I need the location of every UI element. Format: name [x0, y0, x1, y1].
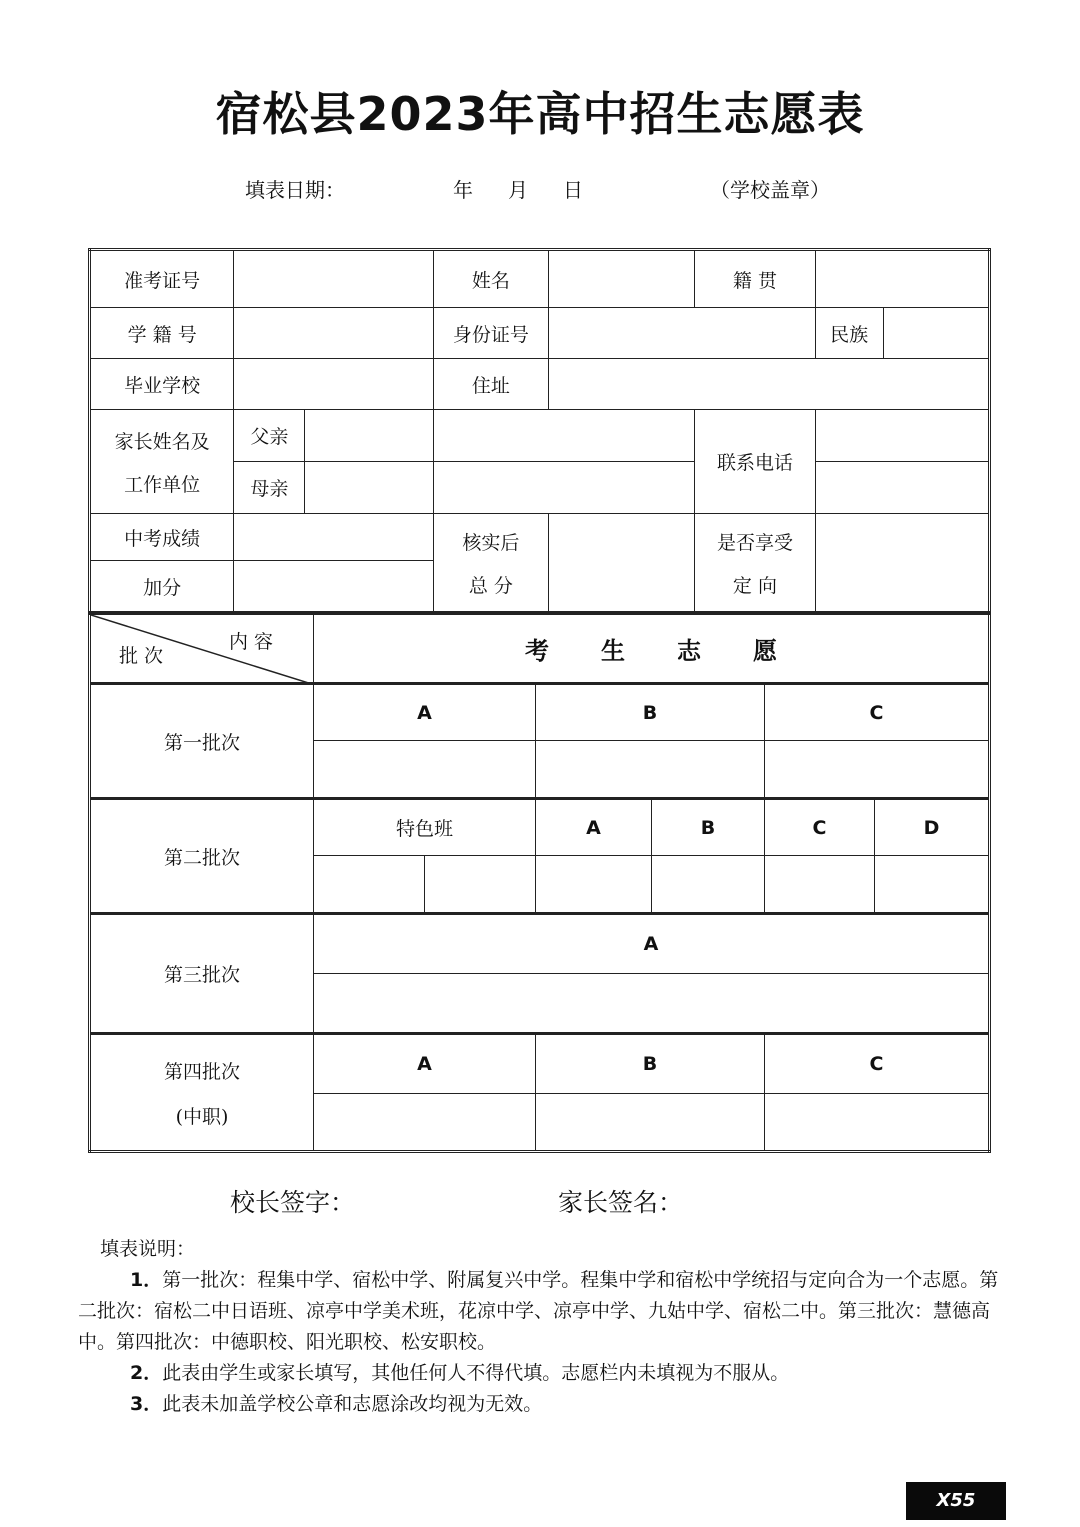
batch2-choice-a-field[interactable]	[536, 856, 652, 914]
name-field[interactable]	[549, 250, 695, 308]
batch-content-corner	[90, 614, 314, 684]
batch1-choice-a-label: A	[314, 684, 536, 741]
batch2-choice-d-field[interactable]	[875, 856, 990, 914]
batch2-choice-b-field[interactable]	[652, 856, 765, 914]
corner-content-label: 内 容	[229, 631, 274, 653]
batch4-label	[90, 1034, 314, 1152]
date-label: 填表日期：	[245, 178, 345, 202]
instruction-1-text: 第一批次：程集中学、宿松中学、附属复兴中学。程集中学和宿松中学统招与定向合为一个志愿。第二批次：宿松二中日语班、凉亭中学美术班，花凉中学、凉亭中学、九姑中学、宿松二中。第三批次：慧德高中。第四批次：中德职校、阳光职校、松安职校。	[78, 1269, 999, 1353]
watermark-logo: X55	[906, 1482, 1006, 1520]
batch2-choice-b-label: B	[652, 799, 765, 856]
directed-line2: 定 向	[732, 574, 777, 597]
address-label: 住址	[433, 359, 548, 410]
batch1-choice-a-field[interactable]	[314, 741, 536, 799]
date-day: 日	[563, 178, 583, 202]
mother-name-field[interactable]	[305, 462, 433, 514]
verified-total-line1: 核实后	[462, 531, 520, 554]
batch4-choice-a-label: A	[314, 1034, 536, 1094]
exam-score-field[interactable]	[234, 514, 433, 561]
wishes-table	[88, 612, 991, 1153]
instruction-2-text: 此表由学生或家长填写，其他任何人不得代填。志愿栏内未填视为不服从。	[162, 1362, 790, 1384]
ethnicity-label: 民族	[815, 308, 883, 359]
principal-signature-label: 校长签字：	[230, 1188, 356, 1217]
native-place-label: 籍 贯	[695, 250, 815, 308]
verified-total-field[interactable]	[549, 514, 695, 613]
batch2-choice-d-label: D	[875, 799, 990, 856]
id-no-label: 身份证号	[433, 308, 548, 359]
instruction-item-1	[78, 1265, 1008, 1358]
exam-score-label: 中考成绩	[90, 514, 234, 561]
batch1-choice-b-label: B	[536, 684, 765, 741]
batch1-choice-c-label: C	[765, 684, 990, 741]
directed-field[interactable]	[815, 514, 989, 613]
batch2-choice-a-label: A	[536, 799, 652, 856]
bonus-label: 加分	[90, 561, 234, 613]
phone-label: 联系电话	[695, 410, 815, 514]
batch2-special-field-1[interactable]	[314, 856, 425, 914]
batch4-choice-b-label: B	[536, 1034, 765, 1094]
mother-label: 母亲	[234, 462, 305, 514]
parent-info-label-line1: 家长姓名及	[114, 430, 210, 453]
parent-signature-label: 家长签名：	[558, 1188, 684, 1217]
date-year: 年	[453, 178, 473, 202]
father-label: 父亲	[234, 410, 305, 462]
batch1-label: 第一批次	[90, 684, 314, 799]
address-field[interactable]	[549, 359, 990, 410]
id-no-field[interactable]	[549, 308, 816, 359]
wishes-header	[314, 614, 990, 684]
batch3-label: 第三批次	[90, 914, 314, 1034]
batch1-choice-c-field[interactable]	[765, 741, 990, 799]
verified-total-line2: 总 分	[468, 574, 513, 597]
batch2-special-class-label: 特色班	[314, 799, 536, 856]
instruction-2-number: 2．	[130, 1362, 163, 1384]
page-title: 宿松县2023年高中招生志愿表	[215, 87, 865, 141]
exam-no-field[interactable]	[234, 250, 433, 308]
batch4-label-line2: (中职)	[175, 1105, 229, 1128]
instruction-1-number: 1．	[130, 1269, 163, 1291]
student-no-field[interactable]	[234, 308, 433, 359]
instruction-3-number: 3．	[130, 1393, 163, 1415]
batch4-choice-b-field[interactable]	[536, 1094, 765, 1152]
mother-phone-field[interactable]	[815, 462, 989, 514]
wishes-header-text: 考生志愿	[525, 636, 830, 665]
instructions	[78, 1234, 1008, 1420]
directed-line1: 是否享受	[716, 531, 793, 554]
graduated-school-label: 毕业学校	[90, 359, 234, 410]
instruction-3-text: 此表未加盖学校公章和志愿涂改均视为无效。	[162, 1393, 543, 1415]
batch4-label-line1: 第四批次	[163, 1060, 240, 1083]
ethnicity-field[interactable]	[883, 308, 989, 359]
father-phone-field[interactable]	[815, 410, 989, 462]
native-place-field[interactable]	[815, 250, 989, 308]
verified-total-label	[433, 514, 548, 613]
batch2-choice-c-field[interactable]	[765, 856, 875, 914]
batch2-special-field-2[interactable]	[425, 856, 536, 914]
exam-no-label: 准考证号	[90, 250, 234, 308]
father-work-field[interactable]	[433, 410, 695, 462]
batch3-choice-a-field[interactable]	[314, 974, 990, 1034]
directed-label	[695, 514, 815, 613]
bonus-field[interactable]	[234, 561, 433, 613]
graduated-school-field[interactable]	[234, 359, 433, 410]
school-seal-label: （学校盖章）	[710, 178, 830, 202]
father-name-field[interactable]	[305, 410, 433, 462]
batch2-choice-c-label: C	[765, 799, 875, 856]
instruction-item-2	[78, 1358, 1008, 1389]
batch4-choice-c-field[interactable]	[765, 1094, 990, 1152]
name-label: 姓名	[433, 250, 548, 308]
batch2-label: 第二批次	[90, 799, 314, 914]
student-info-table	[88, 248, 991, 614]
batch1-choice-b-field[interactable]	[536, 741, 765, 799]
instruction-item-3	[78, 1389, 1008, 1420]
batch4-choice-c-label: C	[765, 1034, 990, 1094]
instructions-heading: 填表说明：	[100, 1238, 196, 1260]
parent-info-label-line2: 工作单位	[124, 473, 201, 496]
mother-work-field[interactable]	[433, 462, 695, 514]
student-no-label: 学 籍 号	[90, 308, 234, 359]
parent-info-label	[90, 410, 234, 514]
batch4-choice-a-field[interactable]	[314, 1094, 536, 1152]
date-month: 月	[508, 178, 528, 202]
batch3-choice-a-label: A	[314, 914, 990, 974]
corner-batch-label: 批 次	[119, 645, 164, 667]
